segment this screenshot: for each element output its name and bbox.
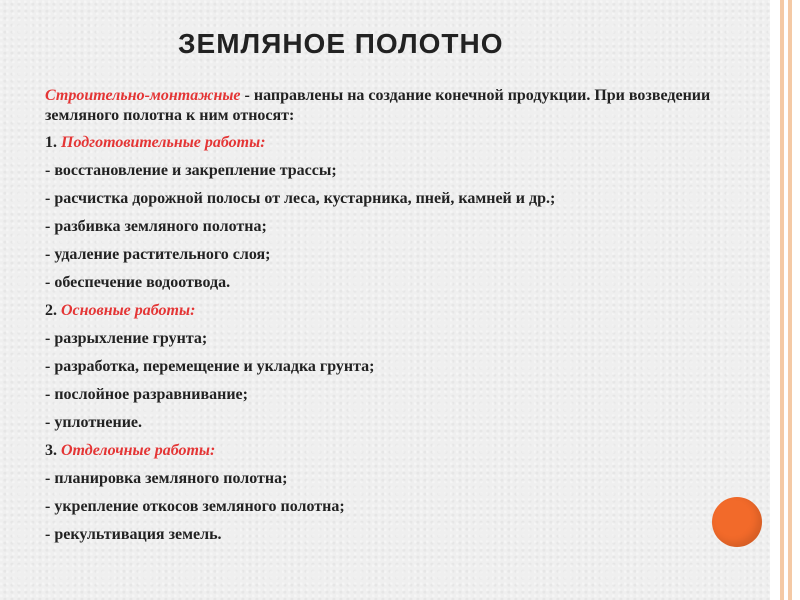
decorative-border (770, 0, 800, 600)
list-item: - уплотнение. (45, 414, 143, 431)
list-item: - послойное разравнивание; (45, 386, 248, 403)
intro-paragraph (45, 86, 765, 126)
section-title: Основные работы: (57, 302, 196, 319)
section-number: 3. (45, 442, 57, 459)
list-item: - рекультивация земель. (45, 526, 222, 543)
list-item: - разбивка земляного полотна; (45, 218, 267, 235)
decorative-circle (712, 497, 762, 547)
list-item: - восстановление и закрепление трассы; (45, 162, 337, 179)
list-item: - планировка земляного полотна; (45, 470, 288, 487)
section-title: Подготовительные работы: (57, 134, 266, 151)
section-heading (45, 133, 765, 153)
list-item: - обеспечение водоотвода. (45, 274, 231, 291)
slide-title: ЗЕМЛЯНОЕ ПОЛОТНО (178, 28, 504, 59)
list-item: - удаление растительного слоя; (45, 246, 271, 263)
slide-content (45, 86, 765, 553)
list-item: - разрыхление грунта; (45, 330, 208, 347)
section-heading (45, 441, 765, 461)
list-item: - расчистка дорожной полосы от леса, кустарника, пней, камней и др.; (45, 190, 556, 207)
section-title: Отделочные работы: (57, 442, 216, 459)
section-number: 1. (45, 134, 57, 151)
intro-term: Строительно-монтажные (45, 87, 241, 104)
intro-text: - направлены на создание конечной продукции. При возведении земляного полотна к ним относят: (45, 87, 711, 124)
list-item: - укрепление откосов земляного полотна; (45, 498, 345, 515)
section-number: 2. (45, 302, 57, 319)
list-item: - разработка, перемещение и укладка грунта; (45, 358, 375, 375)
section-heading (45, 301, 765, 321)
